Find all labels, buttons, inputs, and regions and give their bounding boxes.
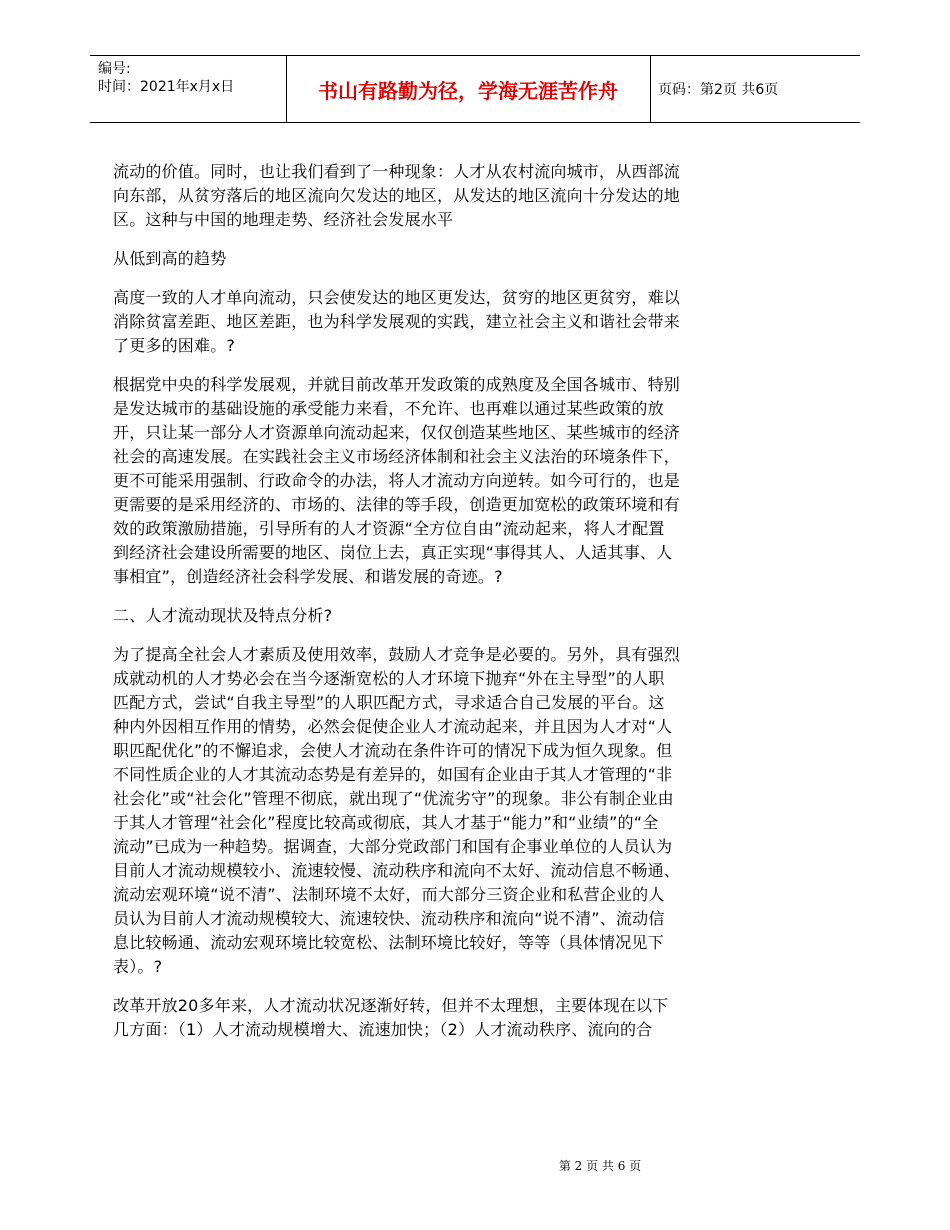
paragraph xyxy=(113,643,763,979)
text-line: 为了提高全社会人才素质及使用效率，鼓励人才竞争是必要的。另外，具有强烈 xyxy=(113,645,681,664)
document-body xyxy=(113,160,763,1057)
text-line: 社会的高速发展。在实践社会主义市场经济体制和社会主义法治的环境条件下， xyxy=(113,447,681,466)
text-line: 高度一致的人才单向流动，只会使发达的地区更发达，贫穷的地区更贫穷，难以 xyxy=(113,288,681,307)
text-line: 开，只让某一部分人才资源单向流动起来，仅仅创造某些地区、某些城市的经济 xyxy=(113,423,681,442)
text-line: 流动的价值。同时，也让我们看到了一种现象：人才从农村流向城市，从西部流 xyxy=(113,162,681,181)
text-line: 目前人才流动规模较小、流速较慢、流动秩序和流向不太好、流动信息不畅通、 xyxy=(113,861,681,880)
footer-page-number: 第 2 页 共 6 页 xyxy=(558,1159,642,1173)
doc-time-label: 时间：2021年x月x日 xyxy=(98,79,235,95)
text-line: 于其人才管理“社会化”程度比较高或彻底，其人才基于“能力”和“业绩”的“全 xyxy=(113,813,659,832)
text-line: 种内外因相互作用的情势，必然会促使企业人才流动起来，并且因为人才对“人 xyxy=(113,717,673,736)
page-header xyxy=(90,55,860,123)
text-line: 流动宏观环境“说不清”、法制环境不太好，而大部分三资企业和私营企业的人 xyxy=(113,885,665,904)
paragraph xyxy=(113,286,763,358)
text-line: 职匹配优化”的不懈追求，会使人才流动在条件许可的情况下成为恒久现象。但 xyxy=(113,741,673,760)
text-line: 事相宜”，创造经济社会科学发展、和谐发展的奇迹。? xyxy=(113,567,503,586)
text-line: 息比较畅通、流动宏观环境比较宽松、法制环境比较好，等等（具体情况见下 xyxy=(113,933,664,952)
paragraph xyxy=(113,247,763,271)
doc-code-label: 编号: xyxy=(98,61,131,77)
text-line: 不同性质企业的人才其流动态势是有差异的，如国有企业由于其人才管理的“非 xyxy=(113,765,673,784)
paragraph xyxy=(113,160,763,232)
text-line: 改革开放20多年来，人才流动状况逐渐好转，但并不太理想，主要体现在以下 xyxy=(113,996,669,1015)
text-line: 到经济社会建设所需要的地区、岗位上去，真正实现“事得其人、人适其事、人 xyxy=(113,543,673,562)
header-meta xyxy=(98,60,234,96)
text-line: 是发达城市的基础设施的承受能力来看，不允许、也再难以通过某些政策的放 xyxy=(113,399,664,418)
text-line: 区。这种与中国的地理走势、经济社会发展水平 xyxy=(113,210,454,229)
text-line: 流动”已成为一种趋势。据调查，大部分党政部门和国有企事业单位的人员认为 xyxy=(113,837,673,856)
header-page-number: 页码：第2页 共6页 xyxy=(658,82,779,98)
text-line: 了更多的困难。? xyxy=(113,336,236,355)
text-line: 表）。? xyxy=(113,957,163,976)
text-line: 向东部，从贫穷落后的地区流向欠发达的地区，从发达的地区流向十分发达的地 xyxy=(113,186,681,205)
text-line: 几方面：（1）人才流动规模增大、流速加快；（2）人才流动秩序、流向的合 xyxy=(113,1020,653,1039)
text-line: 更需要的是采用经济的、市场的、法律的等手段，创造更加宽松的政策环境和有 xyxy=(113,495,681,514)
text-line: 根据党中央的科学发展观，并就目前改革开发政策的成熟度及全国各城市、特别 xyxy=(113,375,681,394)
text-line: 匹配方式，尝试“自我主导型”的人职匹配方式，寻求适合自己发展的平台。这 xyxy=(113,693,665,712)
text-line: 消除贫富差距、地区差距，也为科学发展观的实践，建立社会主义和谐社会带来 xyxy=(113,312,681,331)
text-line: 社会化”或“社会化”管理不彻底，就出现了“优流劣守”的现象。非公有制企业由 xyxy=(113,789,674,808)
text-line: 二、人才流动现状及特点分析? xyxy=(113,606,333,625)
header-motto: 书山有路勤为径，学海无涯苦作舟 xyxy=(318,78,618,103)
text-line: 员认为目前人才流动规模较大、流速较快、流动秩序和流向“说不清”、流动信 xyxy=(113,909,665,928)
page-footer xyxy=(0,1157,950,1174)
text-line: 成就动机的人才势必会在当今逐渐宽松的人才环境下抛弃“外在主导型”的人职 xyxy=(113,669,665,688)
paragraph xyxy=(113,994,763,1042)
text-line: 效的政策激励措施，引导所有的人才资源“全方位自由”流动起来，将人才配置 xyxy=(113,519,665,538)
text-line: 更不可能采用强制、行政命令的办法，将人才流动方向逆转。如今可行的，也是 xyxy=(113,471,681,490)
text-line: 从低到高的趋势 xyxy=(113,249,227,268)
paragraph xyxy=(113,373,763,589)
header-divider-right xyxy=(650,56,651,122)
paragraph xyxy=(113,604,763,628)
